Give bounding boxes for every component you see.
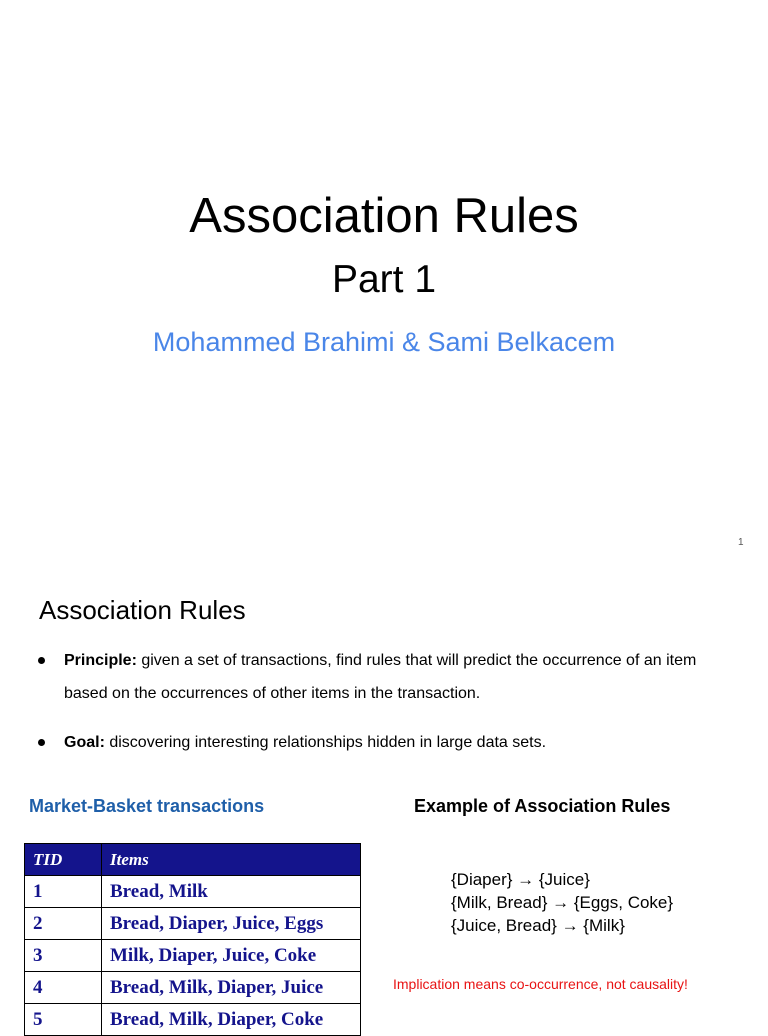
content-slide [0, 562, 768, 1030]
presentation-subtitle: Part 1 [331, 258, 437, 301]
table-row [25, 1004, 361, 1036]
bullet-principle [36, 644, 741, 710]
cell-tid: 1 [25, 876, 102, 908]
cell-tid: 5 [25, 1004, 102, 1036]
table-row [25, 972, 361, 1004]
authors: Mohammed Brahimi & Sami Belkacem [152, 327, 616, 357]
cell-items: Bread, Milk [102, 876, 361, 908]
cell-tid: 2 [25, 908, 102, 940]
bullet-dot-icon [38, 657, 45, 664]
table-row [25, 908, 361, 940]
table-title: Market-Basket transactions [29, 796, 265, 816]
causality-note: Implication means co-occurrence, not causality! [393, 976, 688, 992]
column-header-items: Items [102, 844, 361, 876]
cell-tid: 3 [25, 940, 102, 972]
rule-item: {Juice, Bread} → {Milk} [451, 916, 625, 935]
column-header-tid: TID [25, 844, 102, 876]
bullet-label: Goal: [64, 734, 105, 751]
rules-list [451, 868, 673, 937]
rule-item: {Milk, Bread} → {Eggs, Coke} [451, 893, 674, 912]
table-header-row [25, 844, 361, 876]
bullet-text: discovering interesting relationships hidden in large data sets. [104, 734, 547, 751]
bullet-label: Principle: [64, 652, 137, 669]
rule-item: {Diaper} → {Juice} [451, 870, 590, 889]
presentation-title: Association Rules [189, 189, 579, 243]
slide-number: 1 [738, 537, 744, 548]
bullet-goal [36, 726, 741, 759]
cell-tid: 4 [25, 972, 102, 1004]
bullet-dot-icon [38, 739, 45, 746]
transactions-table [24, 843, 361, 1036]
bullet-list [36, 644, 741, 759]
bullet-text: given a set of transactions, find rules that will predict the occurrence of an item based on the occurrences of other items in the transaction. [64, 652, 697, 702]
table-row [25, 876, 361, 908]
table-row [25, 940, 361, 972]
cell-items: Milk, Diaper, Juice, Coke [102, 940, 361, 972]
cell-items: Bread, Diaper, Juice, Eggs [102, 908, 361, 940]
cell-items: Bread, Milk, Diaper, Juice [102, 972, 361, 1004]
slide-heading: Association Rules [39, 595, 246, 625]
cell-items: Bread, Milk, Diaper, Coke [102, 1004, 361, 1036]
rules-title: Example of Association Rules [414, 796, 671, 816]
